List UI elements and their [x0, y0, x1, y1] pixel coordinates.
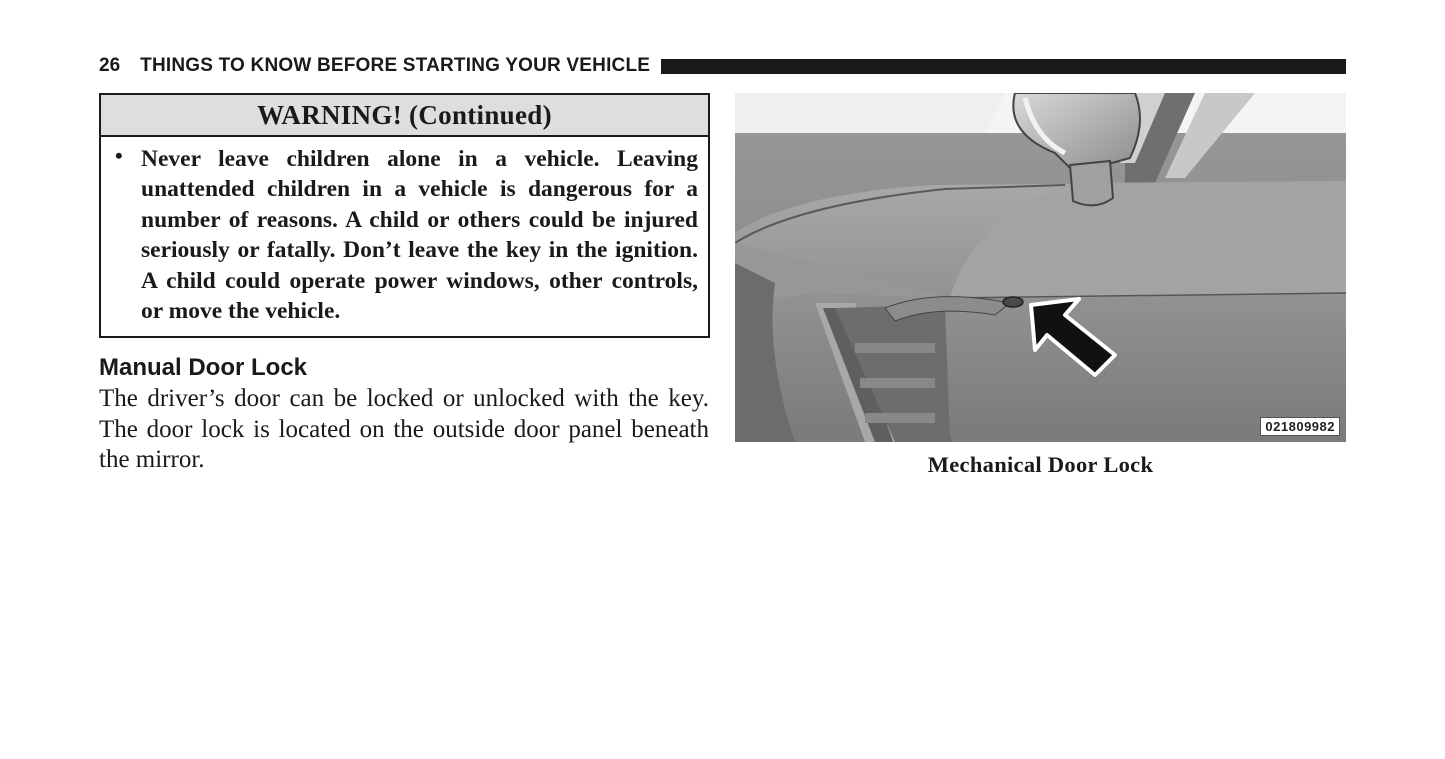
warning-text: Never leave children alone in a vehicle. Leaving unattended children in a vehicle is dangerous for a number of reasons. A child or others could be injured seriously or fatally. Don’t leave the key in the ignition. A child could operate power windows, other controls, or move the vehicle. [141, 146, 698, 325]
page-number: 26 [99, 55, 121, 76]
figure-caption: Mechanical Door Lock [927, 452, 1154, 477]
section-heading: Manual Door Lock [99, 354, 308, 381]
warning-title: WARNING! (Continued) [101, 95, 708, 137]
image-id-label: 021809982 [1260, 417, 1340, 436]
warning-body [101, 137, 708, 326]
section-body: The driver’s door can be locked or unlocked with the key. The door lock is located on the outside door panel beneath the mirror. [99, 385, 709, 473]
page-header [99, 53, 1346, 79]
door-lock-figure [735, 93, 1346, 442]
door-lock-illustration [735, 93, 1346, 442]
section-title: THINGS TO KNOW BEFORE STARTING YOUR VEHICLE [140, 55, 651, 76]
warning-box [99, 93, 710, 338]
header-rule [661, 59, 1346, 74]
bullet-icon: • [115, 143, 123, 168]
